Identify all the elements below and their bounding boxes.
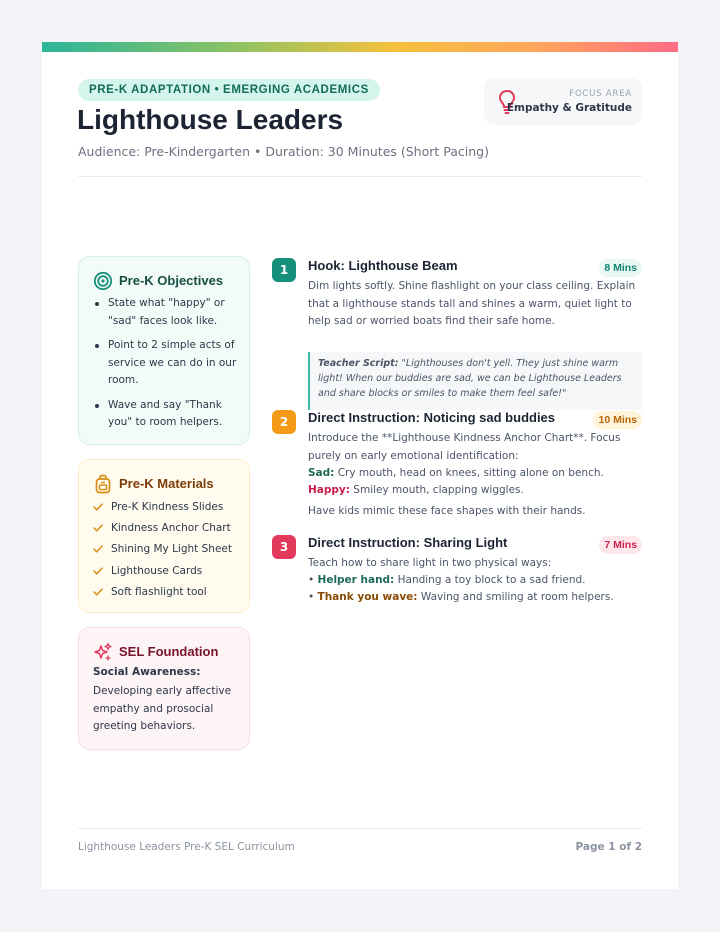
- check-icon: [93, 588, 103, 596]
- step-title: Hook: Lighthouse Beam: [308, 258, 458, 273]
- step-number: 2: [272, 410, 296, 434]
- materials-title: Pre-K Materials: [119, 476, 214, 491]
- lesson-page: [42, 42, 678, 889]
- check-icon: [93, 567, 103, 575]
- gradient-top-bar: [42, 42, 678, 52]
- focus-area-value: Empathy & Gratitude: [506, 102, 632, 114]
- thanks-text: Waving and smiling at room helpers.: [420, 591, 614, 603]
- happy-text: Smiley mouth, clapping wiggles.: [353, 484, 524, 496]
- material-label: Lighthouse Cards: [111, 564, 203, 577]
- sel-title: SEL Foundation: [119, 644, 219, 659]
- step-intro: Teach how to share light in two physical ways:: [308, 557, 552, 569]
- sel-body: Developing early affective empathy and prosocial greeting behaviors.: [93, 685, 232, 732]
- duration-badge: 10 Mins: [593, 411, 642, 429]
- duration-badge: 7 Mins: [599, 536, 642, 554]
- sel-foundation-card: [78, 627, 250, 750]
- step-title: Direct Instruction: Sharing Light: [308, 535, 508, 550]
- material-label: Soft flashlight tool: [111, 585, 207, 598]
- sparkles-icon: [93, 642, 113, 662]
- list-item: Wave and say "Thank you" to room helpers.: [93, 397, 243, 432]
- material-label: Pre-K Kindness Slides: [111, 501, 224, 513]
- sel-subtitle: Social Awareness:: [93, 666, 201, 678]
- happy-label: Happy:: [308, 484, 350, 496]
- step-number: 3: [272, 535, 296, 559]
- page-title: Lighthouse Leaders: [77, 104, 344, 135]
- header-divider: [78, 176, 642, 177]
- list-item: Point to 2 simple acts of service we can do in our room.: [93, 337, 243, 390]
- focus-area-label: FOCUS AREA: [569, 89, 632, 99]
- script-label: Teacher Script:: [318, 358, 399, 369]
- happy-line: [308, 482, 642, 500]
- step-outro: Have kids mimic these face shapes with their hands.: [308, 505, 586, 517]
- list-item: State what "happy" or "sad" faces look like.: [93, 295, 243, 330]
- check-icon: [93, 545, 103, 553]
- list-item: [93, 582, 232, 603]
- materials-card: [78, 459, 250, 613]
- list-item: [93, 539, 232, 560]
- list-item: [93, 518, 232, 539]
- step-title: Direct Instruction: Noticing sad buddies: [308, 410, 556, 425]
- thanks-label: Thank you wave:: [317, 591, 418, 603]
- list-item: [93, 561, 232, 582]
- materials-list: [93, 497, 232, 603]
- sad-label: Sad:: [308, 467, 335, 479]
- list-item: [93, 497, 232, 518]
- step-intro: Introduce the **Lighthouse Kindness Anchor Chart**. Focus purely on early emotional identification:: [308, 432, 621, 462]
- step-number: 1: [272, 258, 296, 282]
- objectives-title: Pre-K Objectives: [119, 273, 224, 288]
- page-subtitle: Audience: Pre-Kindergarten • Duration: 30 Minutes (Short Pacing): [78, 144, 489, 159]
- sad-line: [308, 465, 642, 483]
- check-icon: [93, 503, 103, 511]
- duration-badge: 8 Mins: [599, 259, 642, 277]
- helper-label: Helper hand:: [317, 574, 395, 586]
- teacher-script: [308, 352, 642, 410]
- grade-badge: PRE-K ADAPTATION • EMERGING ACADEMICS: [78, 79, 380, 101]
- helper-line: • Helper hand: Handing a toy block to a sad friend.: [308, 574, 586, 586]
- backpack-icon: [93, 474, 113, 494]
- sad-text: Cry mouth, head on knees, sitting alone on bench.: [337, 467, 604, 479]
- material-label: Shining My Light Sheet: [111, 543, 232, 556]
- step-text: Dim lights softly. Shine flashlight on your class ceiling. Explain that a lighthouse stands tall and shines a warm, quiet light to help sad or worried boats find their safe home.: [308, 280, 636, 327]
- objectives-card: [78, 256, 250, 445]
- helper-text: Handing a toy block to a sad friend.: [397, 574, 586, 586]
- footer-divider: [78, 828, 642, 829]
- footer-title: Lighthouse Leaders Pre-K SEL Curriculum: [78, 841, 295, 853]
- target-icon: [93, 271, 113, 291]
- focus-area-box: [484, 78, 642, 125]
- page-number: Page 1 of 2: [575, 841, 642, 853]
- script-text: "Lighthouses don't yell. They just shine warm light! When our buddies are sad, we can be Lighthouse Leaders and share blocks or smiles to make them feel safe!": [318, 358, 622, 399]
- check-icon: [93, 524, 103, 532]
- thanks-line: • Thank you wave: Waving and smiling at room helpers.: [308, 591, 614, 603]
- objectives-list: [93, 295, 243, 439]
- material-label: Kindness Anchor Chart: [111, 522, 231, 535]
